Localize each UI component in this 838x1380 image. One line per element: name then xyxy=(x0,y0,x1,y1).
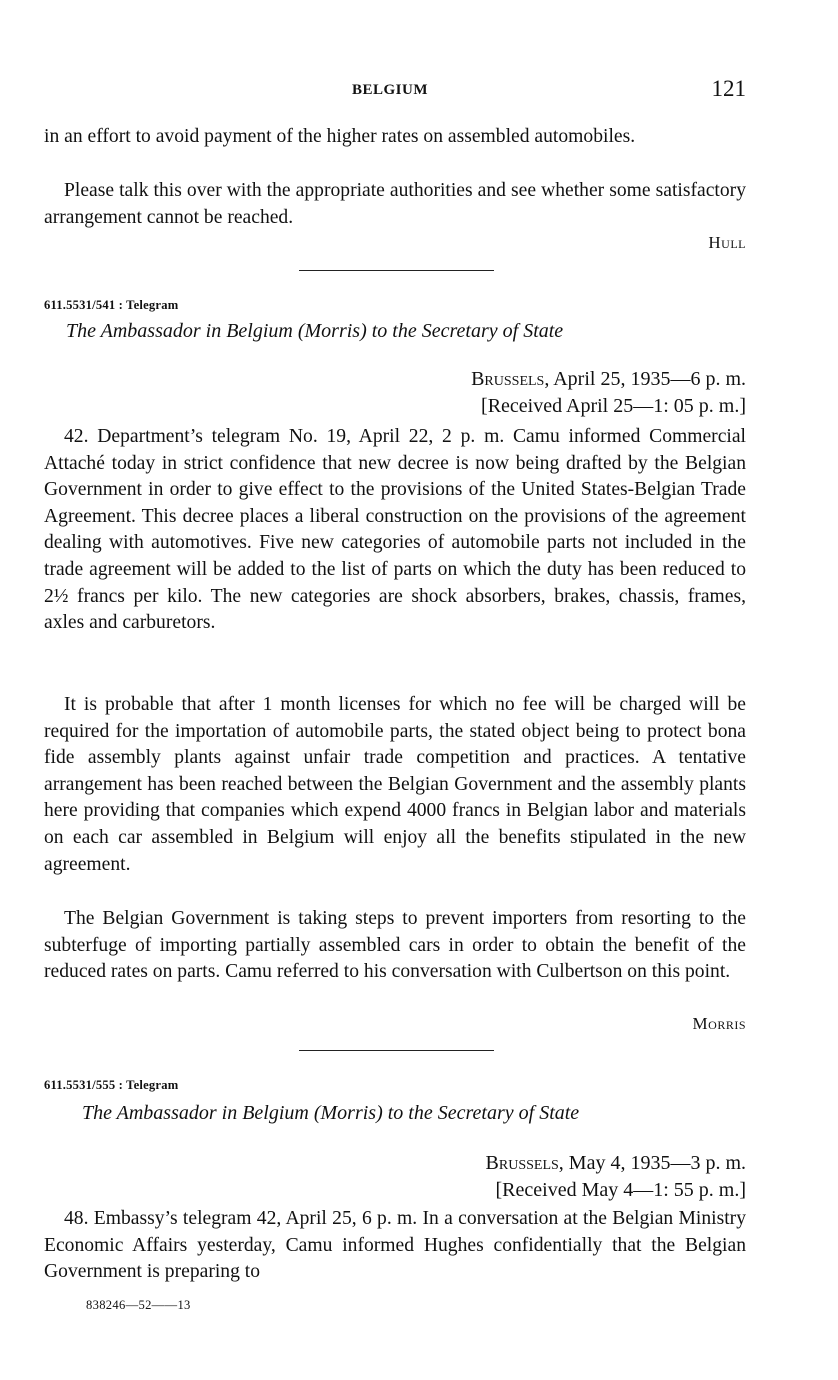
doc3-heading-name: Morris xyxy=(320,1102,377,1124)
doc2-paragraph-2: It is probable that after 1 month licenses for which no fee will be charged will be required for the importation of automobile parts, the stated object being to protect bona fide assembly plants against unfair trade competition and practices. A tentative arrangement has been reached between the Belgian Government and the assembly plants here providing that companies which expend 4000 francs in Belgian labor and materials on each car assembled in Belgium will enjoy all the benefits stipulated in the new agreement. xyxy=(44,694,746,875)
doc2-dateline xyxy=(471,366,746,419)
doc3-heading-suffix: ) to the Secretary of State xyxy=(376,1102,580,1124)
page-number: 121 xyxy=(711,76,746,101)
doc3-heading-prefix: The Ambassador in Belgium ( xyxy=(82,1102,321,1124)
doc3-date-line xyxy=(486,1150,746,1177)
doc3-file-number: 611.5531/555 : Telegram xyxy=(44,1078,179,1092)
doc2-heading-name: Morris xyxy=(304,320,361,342)
doc3-heading xyxy=(82,1102,579,1125)
running-head: BELGIUM xyxy=(352,82,429,98)
doc2-paragraph-1: 42. Department’s telegram No. 19, April 22, 2 p. m. Camu informed Commercial Attaché today in strict confidence that new decree is now being drafted by the Belgian Government in order to give effect to the provisions of the United States-Belgian Trade Agreement. This decree places a liberal construction on the provisions of the agreement dealing with automotives. Five new categories of automobile parts not included in the trade agreement will be added to the list of parts on which the duty has been reduced to 2½ francs per kilo. The new categories are shock absorbers, brakes, chassis, frames, axles and carburetors. xyxy=(44,426,746,634)
doc2-signature: Morris xyxy=(692,1014,746,1033)
doc2-heading xyxy=(66,320,563,343)
printer-code: 838246—52——13 xyxy=(86,1298,191,1312)
doc2-heading-prefix: The Ambassador in Belgium ( xyxy=(66,320,305,342)
section-divider xyxy=(299,270,494,271)
doc2-date: , April 25, 1935—6 p. m. xyxy=(544,368,746,390)
doc2-received: [Received April 25—1: 05 p. m.] xyxy=(481,394,746,417)
section-divider xyxy=(299,1050,494,1051)
doc3-received: [Received May 4—1: 55 p. m.] xyxy=(495,1178,746,1201)
doc1-paragraph: Please talk this over with the appropriate authorities and see whether some satisfactory arrangement cannot be reached. xyxy=(44,180,746,228)
doc2-place: Brussels xyxy=(471,368,545,390)
doc2-heading-suffix: ) to the Secretary of State xyxy=(360,320,564,342)
doc3-dateline xyxy=(486,1150,746,1203)
doc2-date-line xyxy=(471,366,746,393)
doc2-file-number: 611.5531/541 : Telegram xyxy=(44,298,179,312)
doc3-date: , May 4, 1935—3 p. m. xyxy=(558,1152,746,1174)
doc3-place: Brussels xyxy=(485,1152,559,1174)
doc1-signature: Hull xyxy=(708,233,746,252)
doc1-paragraph-continued: in an effort to avoid payment of the higher rates on assembled automobiles. xyxy=(44,126,636,147)
doc2-paragraph-3: The Belgian Government is taking steps to prevent importers from resorting to the subterfuge of importing partially assembled cars in order to obtain the benefit of the reduced rates on parts. Camu referred to his conversation with Culbertson on this point. xyxy=(44,908,746,983)
doc3-paragraph-1: 48. Embassy’s telegram 42, April 25, 6 p. m. In a conversation at the Belgian Ministry Economic Affairs yesterday, Camu informed Hughes confidentially that the Belgian Government is preparing to xyxy=(44,1208,746,1283)
